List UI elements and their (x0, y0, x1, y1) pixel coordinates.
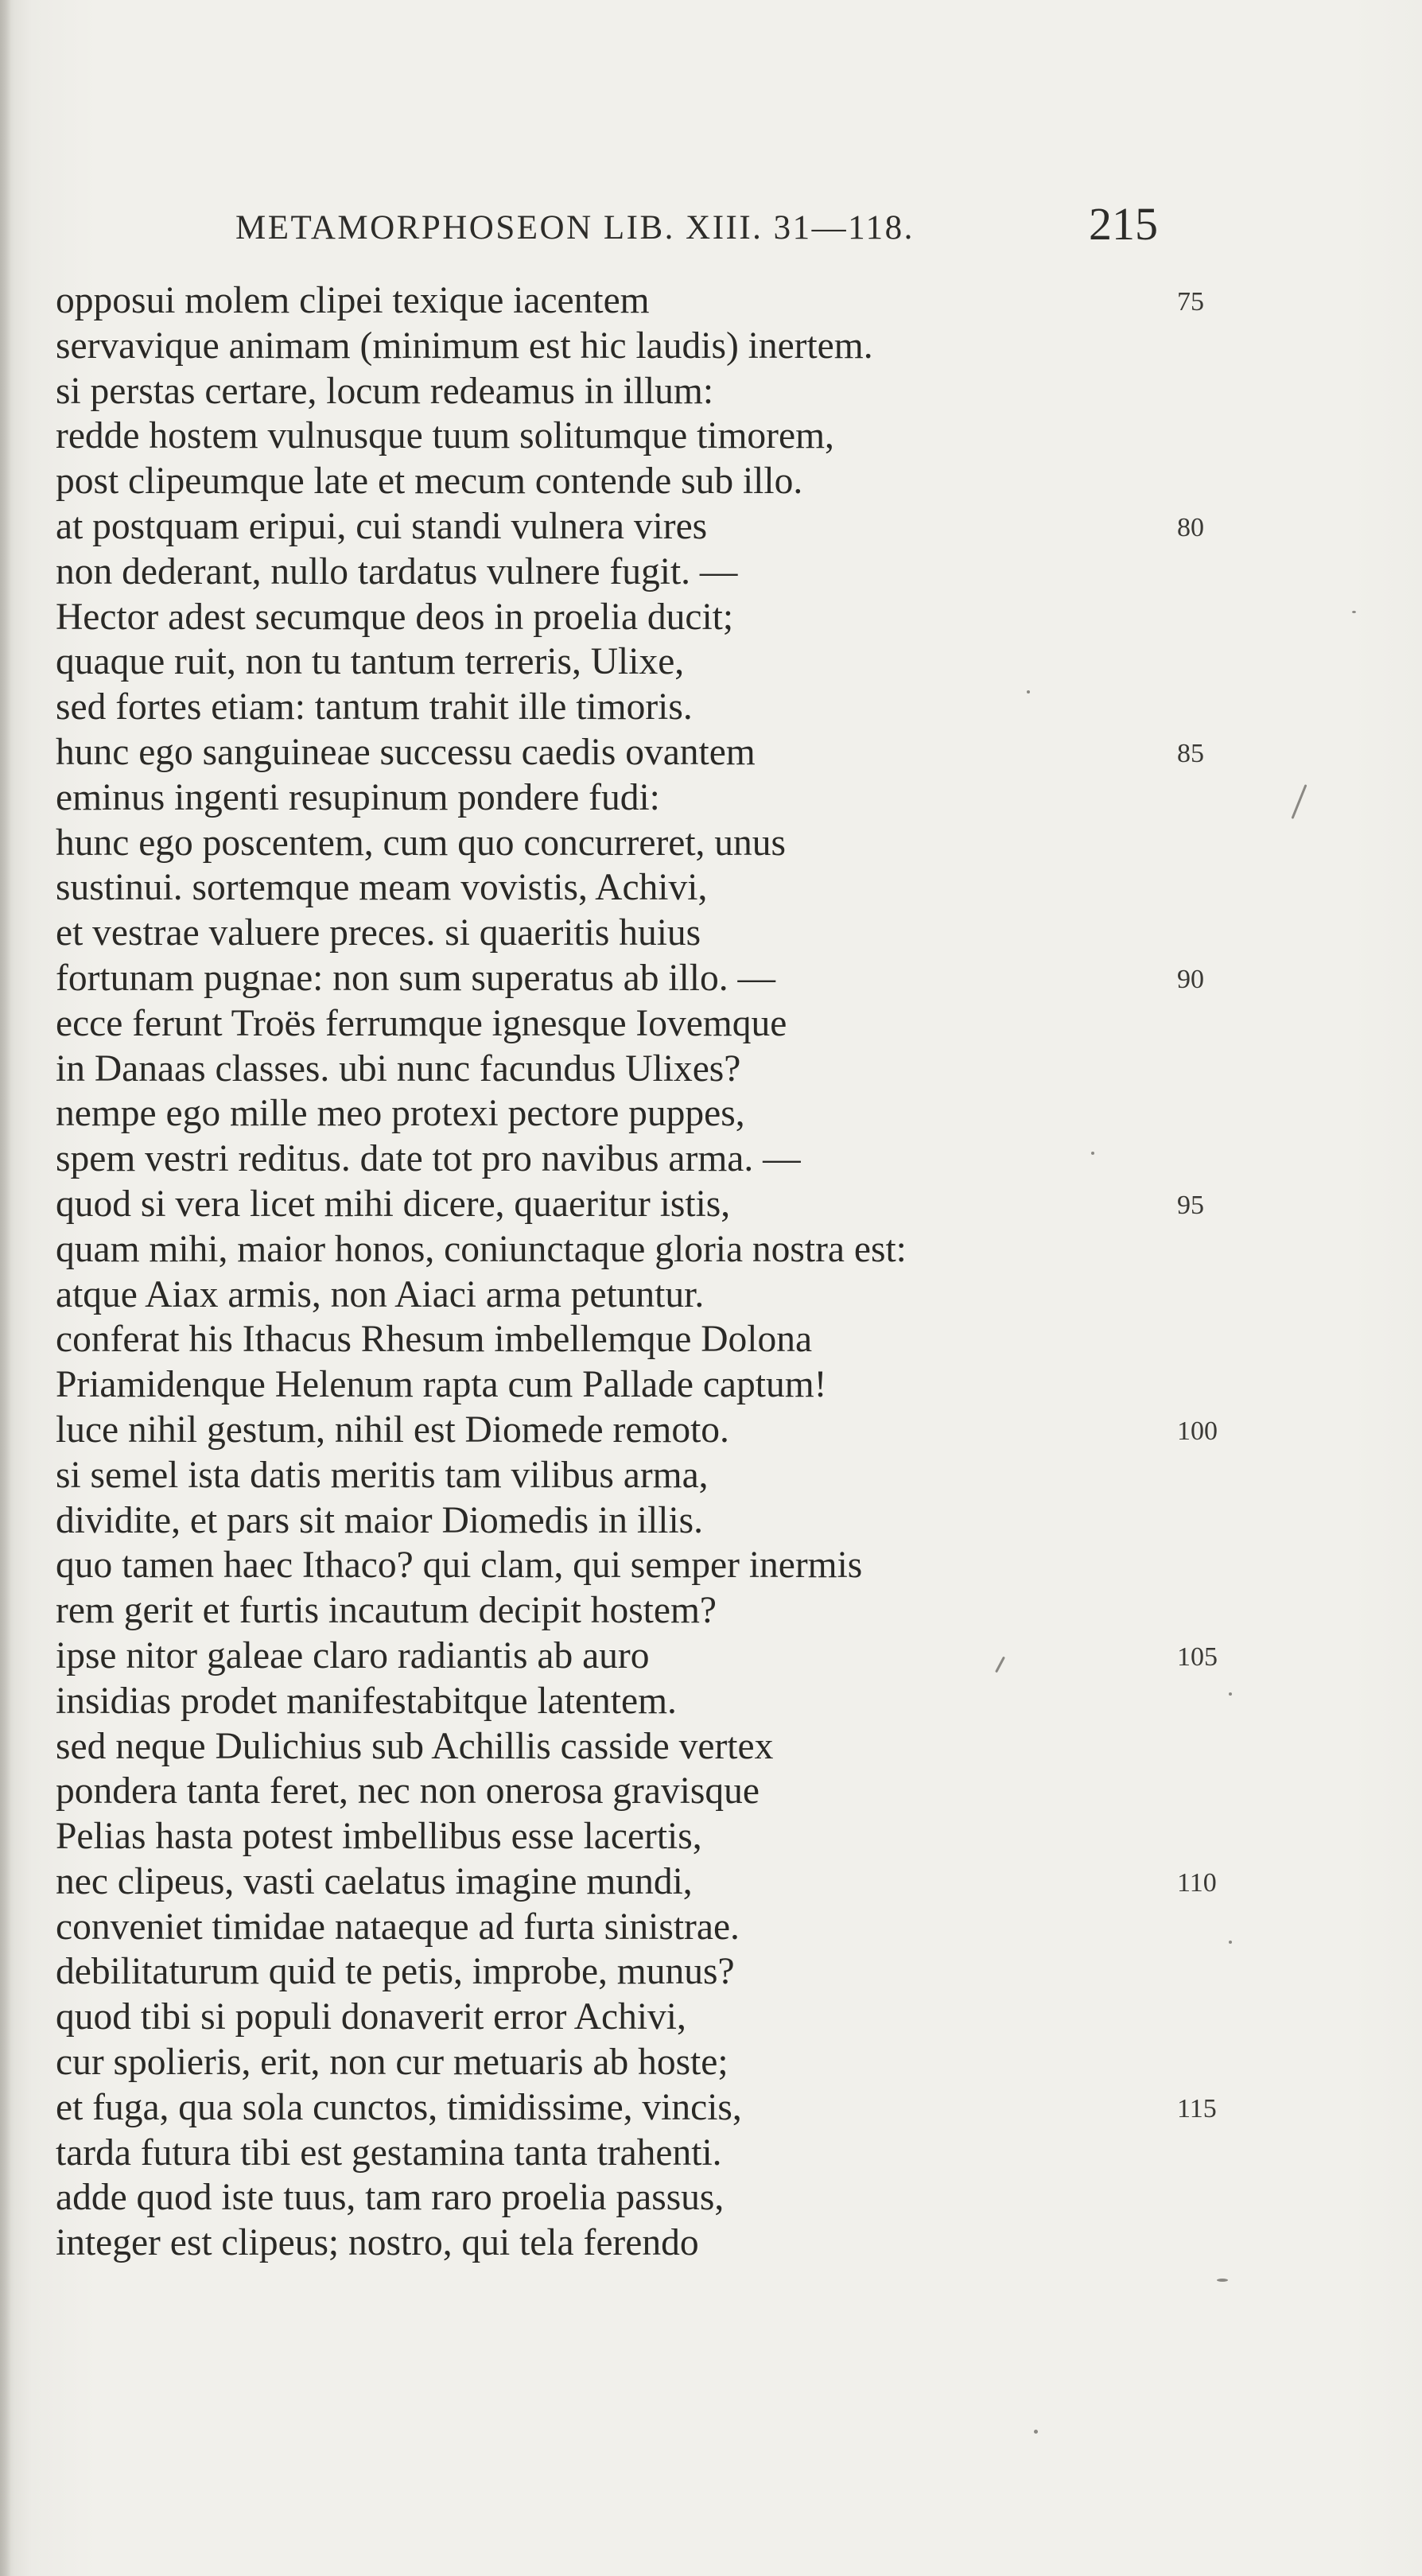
verse-line (56, 2040, 1265, 2085)
verse-line (56, 414, 1265, 459)
binding-shadow (0, 0, 11, 2576)
verse-line (56, 278, 1265, 324)
verse-text: spem vestri reditus. date tot pro navibus arma. — (56, 1138, 801, 1180)
paper-speck (1091, 1152, 1094, 1155)
verse-line (56, 1724, 1265, 1770)
paper-speck (1229, 1941, 1232, 1944)
verse-text: sed fortes etiam: tantum trahit ille timoris. (56, 686, 693, 729)
verse-line (56, 2131, 1265, 2176)
verse-text: cur spolieris, erit, non cur metuaris ab hoste; (56, 2042, 728, 2084)
verse-line (56, 1769, 1265, 1814)
verse-text: conferat his Ithacus Rhesum imbellemque Dolona (56, 1319, 813, 1361)
verse-text: dividite, et pars sit maior Diomedis in illis. (56, 1499, 704, 1541)
verse-text: servavique animam (minimum est hic laudis) inertem. (56, 324, 873, 367)
paper-speck (1034, 2430, 1038, 2434)
verse-line (56, 595, 1265, 640)
line-number: 80 (1177, 512, 1204, 542)
line-number: 85 (1177, 738, 1204, 768)
verse-line (56, 2175, 1265, 2220)
verse-text: luce nihil gestum, nihil est Diomede remoto. (56, 1408, 729, 1451)
verse-text: Hector adest secumque deos in proelia ducit; (56, 596, 734, 638)
verse-line (56, 1047, 1265, 1092)
verse-line (56, 1814, 1265, 1859)
verse-text: hunc ego sanguineae successu caedis ovantem (56, 731, 756, 773)
verse-text: quo tamen haec Ithaco? qui clam, qui semper inermis (56, 1544, 863, 1587)
verse-line (56, 1182, 1265, 1227)
verse-line (56, 1362, 1265, 1408)
verse-text: ecce ferunt Troës ferrumque ignesque Iovemque (56, 1002, 787, 1044)
verse-line (56, 1859, 1265, 1905)
verse-text: in Danaas classes. ubi nunc facundus Ulixes? (56, 1047, 741, 1090)
line-number: 95 (1177, 1190, 1204, 1220)
verse-text: sed neque Dulichius sub Achillis casside vertex (56, 1725, 774, 1767)
verse-text: redde hostem vulnusque tuum solitumque timorem, (56, 415, 834, 457)
verse-line (56, 821, 1265, 866)
verse-line (56, 1949, 1265, 1995)
verse-text: non dederant, nullo tardatus vulnere fugit. — (56, 550, 738, 593)
verse-text: debilitaturum quid te petis, improbe, munus? (56, 1951, 735, 1993)
verse-line (56, 911, 1265, 956)
verse-line (56, 1408, 1265, 1453)
verse-line (56, 685, 1265, 730)
line-number: 110 (1177, 1867, 1217, 1898)
verse-text: eminus ingenti resupinum pondere fudi: (56, 776, 660, 818)
verse-line (56, 1498, 1265, 1544)
verse-text: si perstas certare, locum redeamus in illum: (56, 370, 714, 412)
verse-line (56, 1453, 1265, 1498)
verse-text: at postquam eripui, cui standi vulnera vires (56, 505, 708, 547)
verse-line (56, 369, 1265, 414)
verse-text: et vestrae valuere preces. si quaeritis huius (56, 912, 701, 954)
verse-line (56, 1995, 1265, 2040)
verse-line (56, 1679, 1265, 1724)
verse-line (56, 550, 1265, 595)
verse-text: ipse nitor galeae claro radiantis ab auro (56, 1634, 650, 1677)
verse-line (56, 1001, 1265, 1047)
verse-line (56, 1227, 1265, 1272)
paper-speck (1027, 690, 1030, 694)
paper-speck (1217, 2279, 1228, 2282)
verse-text: rem gerit et furtis incautum decipit hostem? (56, 1590, 717, 1632)
verse-text: quam mihi, maior honos, coniunctaque gloria nostra est: (56, 1228, 907, 1270)
verse-text: nec clipeus, vasti caelatus imagine mundi, (56, 1860, 693, 1902)
verse-line (56, 956, 1265, 1001)
verse-text: quod si vera licet mihi dicere, quaeritur istis, (56, 1183, 731, 1225)
line-number: 105 (1177, 1642, 1218, 1672)
verse-text: Pelias hasta potest imbellibus esse lacertis, (56, 1816, 702, 1858)
verse-text: quaque ruit, non tu tantum terreris, Ulixe, (56, 641, 685, 683)
verse-text: adde quod iste tuus, tam raro proelia passus, (56, 2177, 725, 2219)
verse-line (56, 1543, 1265, 1588)
verse-line (56, 1136, 1265, 1182)
verse-line (56, 730, 1265, 775)
running-head (235, 197, 1174, 253)
margin-mark (1291, 784, 1307, 819)
verse-line (56, 504, 1265, 550)
verse-line (56, 1905, 1265, 1950)
verse-text: post clipeumque late et mecum contende sub illo. (56, 460, 803, 503)
line-number: 115 (1177, 2093, 1217, 2123)
verse-line (56, 1588, 1265, 1634)
running-head-title: METAMORPHOSEON LIB. XIII. 31—118. (235, 209, 915, 247)
verse-line (56, 1317, 1265, 1362)
verse-block (56, 278, 1265, 2266)
line-number: 75 (1177, 287, 1204, 317)
verse-text: nempe ego mille meo protexi pectore puppes, (56, 1093, 745, 1135)
verse-line (56, 1634, 1265, 1679)
verse-text: opposui molem clipei texique iacentem (56, 280, 650, 321)
verse-text: et fuga, qua sola cunctos, timidissime, vincis, (56, 2086, 742, 2128)
verse-text: tarda futura tibi est gestamina tanta trahenti. (56, 2131, 722, 2174)
verse-line (56, 2085, 1265, 2131)
verse-text: quod tibi si populi donaverit error Achivi, (56, 1996, 686, 2038)
verse-line (56, 1272, 1265, 1318)
paper-speck (1352, 611, 1356, 613)
verse-text: atque Aiax armis, non Aiaci arma petuntur. (56, 1273, 705, 1315)
verse-line (56, 865, 1265, 911)
verse-text: sustinui. sortemque meam vovistis, Achivi, (56, 867, 708, 909)
verse-line (56, 639, 1265, 685)
paper-speck (1229, 1692, 1232, 1696)
verse-text: si semel ista datis meritis tam vilibus arma, (56, 1454, 709, 1496)
verse-line (56, 459, 1265, 504)
verse-line (56, 324, 1265, 369)
verse-text: fortunam pugnae: non sum superatus ab illo. — (56, 957, 775, 999)
verse-text: pondera tanta feret, nec non onerosa gravisque (56, 1770, 760, 1813)
verse-text: Priamidenque Helenum rapta cum Pallade captum! (56, 1364, 827, 1406)
verse-text: insidias prodet manifestabitque latentem. (56, 1680, 677, 1722)
line-number: 100 (1177, 1416, 1218, 1446)
verse-text: integer est clipeus; nostro, qui tela ferendo (56, 2222, 699, 2264)
line-number: 90 (1177, 964, 1204, 994)
verse-line (56, 1091, 1265, 1136)
verse-line (56, 2220, 1265, 2266)
page-number: 215 (1089, 198, 1158, 250)
verse-line (56, 775, 1265, 821)
verse-text: hunc ego poscentem, cum quo concurreret, unus (56, 822, 787, 864)
verse-text: conveniet timidae nataeque ad furta sinistrae. (56, 1906, 740, 1948)
